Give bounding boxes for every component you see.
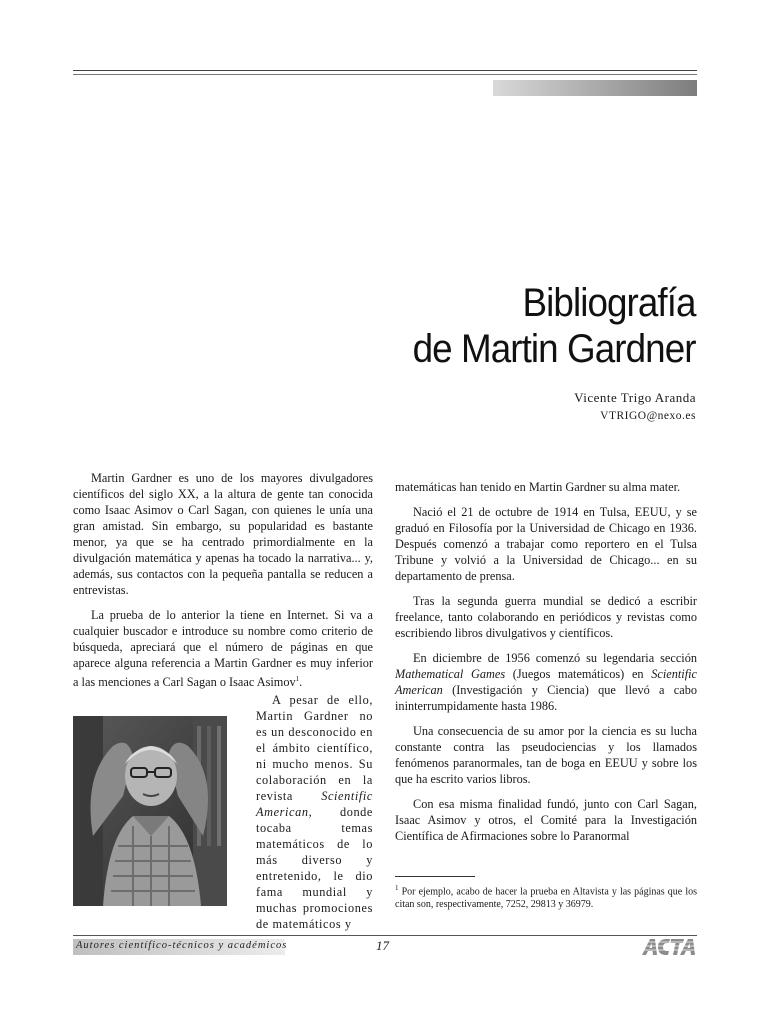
footnote-rule [395,876,475,877]
martin-gardner-photo [73,716,227,906]
magazine-title: Scientific American [395,667,697,697]
title-line-1: Bibliografía [522,281,696,325]
right-column [395,479,697,853]
paragraph: Nació el 21 de octubre de 1914 en Tulsa, EEUU, y se graduó en Filosofía por la Universidad de Chicago en 1936. Después comenzó a trabajar como reportero en el Tulsa Tribune y volvió a la Universidad de Chicago... en su departamento de prensa. [395,505,697,583]
title-line-2: de Martin Gardner [413,327,696,371]
header-rule [73,70,697,71]
footnote: $^1$ Por ejemplo, acabo de hacer la prueba en Altavista y las páginas que los citan son, respectivamente, 7252, 29813 y 36979. [395,884,697,911]
acta-logo [640,938,696,956]
article-title [413,280,696,372]
author-name: Vicente Trigo Aranda [574,390,696,405]
left-column [73,470,373,699]
section-title: Mathematical Games [395,667,506,681]
portrait-image [73,716,227,906]
paragraph: En diciembre de 1956 comenzó su legendaria sección Mathematical Games (Juegos matemáticos) en Scientific American (Investigación y Ciencia) que llevó a cabo ininterrumpidamente hasta 1986. [395,651,697,713]
paragraph: Tras la segunda guerra mundial se dedicó a escribir freelance, tanto colaborando en periódicos y revistas como escribiendo libros divulgativos y científicos. [395,594,697,640]
paragraph: La prueba de lo anterior la tiene en Internet. Si va a cualquier buscador e introduce su nombre como criterio de búsqueda, apreciará que el número de páginas en que aparece alguna referencia a Martin Gardner es muy inferior a las menciones a Carl Sagan o Isaac Asimov$^1$. [73,608,373,690]
magazine-title: Scientific American [256,789,373,819]
footnote-mark: 1 [295,675,300,683]
paragraph: matemáticas han tenido en Martin Gardner su alma mater. [395,480,681,494]
footer-rule [73,935,697,936]
footnote-number: 1 [395,884,399,892]
paragraph: Martin Gardner es uno de los mayores divulgadores científicos del siglo XX, a la altura de gente tan conocida como Isaac Asimov o Carl Sagan, con quienes le unía una gran amistad. Sin embargo, su popularidad es bastante menor, ya que se ha centrado primordialmente en la divulgación matemática y apenas ha tocado la narrativa... y, además, sus contactos con la pequeña pantalla se reducen a entrevistas. [73,471,373,597]
journal-name: Autores científico-técnicos y académicos [76,940,288,951]
page-number: 17 [376,938,389,953]
paragraph: Una consecuencia de su amor por la ciencia es su lucha constante contra las pseudociencias y los llamados fenómenos paranormales, tan de boga en EEUU y sobre los que ha escrito varios libros. [395,724,697,786]
header-rule-secondary [73,74,697,75]
wrapped-paragraph: A pesar de ello, Martin Gardner no es un desconocido en el ámbito científico, ni mucho menos. Su colaboración en la revista Scientific American, donde tocaba temas matemáticos de lo más diverso y entretenido, le dio fama mundial y muchas promociones de matemáticos y [256,693,373,931]
header-gradient-bar [493,80,697,96]
author-email: VTRIGO@nexo.es [600,410,696,422]
paragraph: Con esa misma finalidad fundó, junto con Carl Sagan, Isaac Asimov y otros, el Comité para la Investigación Científica de Afirmaciones sobre lo Paranormal [395,797,697,843]
